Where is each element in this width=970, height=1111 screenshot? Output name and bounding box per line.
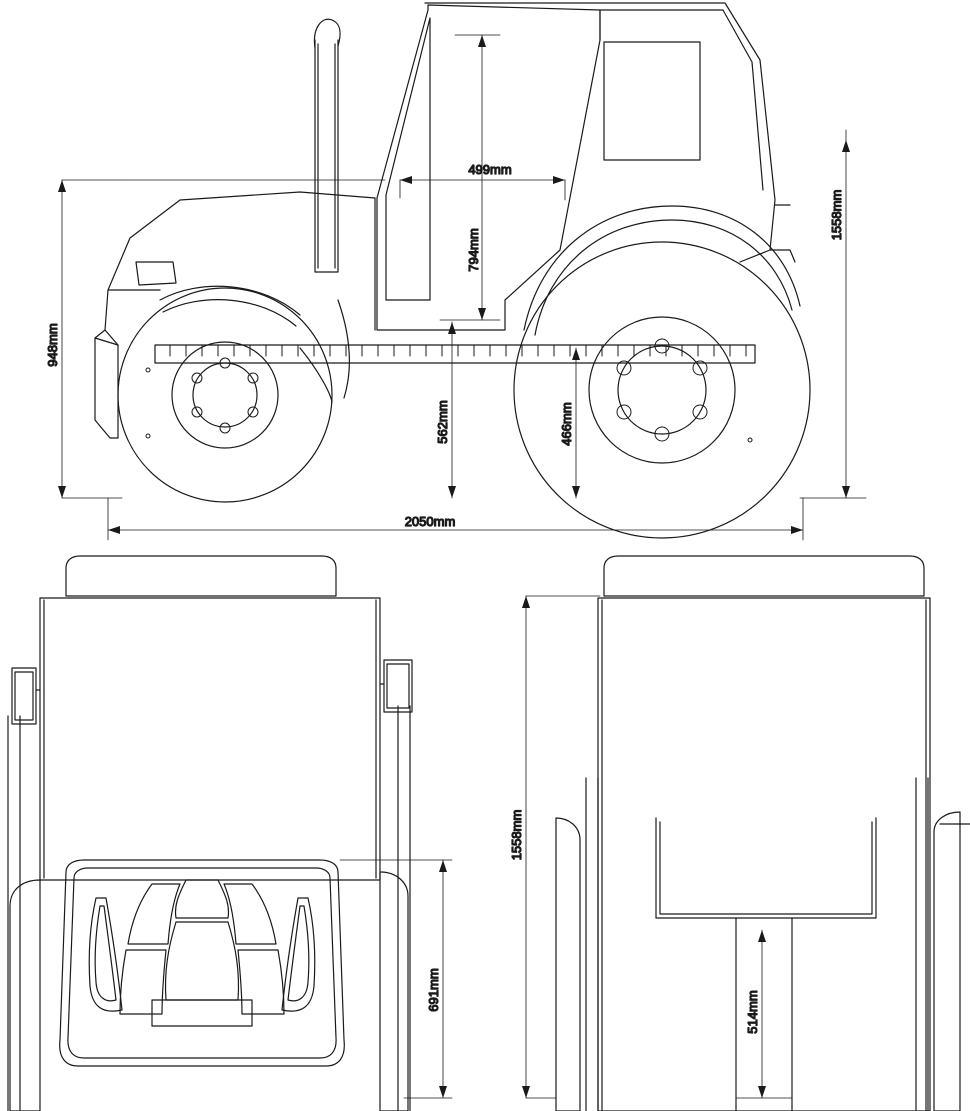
dim-label-1558-rear: 1558mm <box>509 809 524 861</box>
dim-1558-rear <box>522 596 600 1098</box>
dim-label-499: 499mm <box>468 162 512 177</box>
dim-499 <box>400 176 565 200</box>
dim-label-948: 948mm <box>45 323 60 367</box>
rear-view <box>509 556 970 1111</box>
dim-label-1558-side: 1558mm <box>829 189 844 241</box>
dim-label-794: 794mm <box>466 228 481 272</box>
dim-label-2050: 2050mm <box>404 514 456 529</box>
dim-label-466: 466mm <box>559 402 574 446</box>
side-view <box>45 3 866 540</box>
dim-label-562: 562mm <box>435 400 450 444</box>
front-view <box>8 556 452 1111</box>
dim-1558 <box>800 130 866 498</box>
dim-948 <box>58 180 385 498</box>
dim-label-514: 514mm <box>745 990 760 1034</box>
dim-794 <box>440 35 500 320</box>
dim-label-691: 691mm <box>426 968 441 1012</box>
